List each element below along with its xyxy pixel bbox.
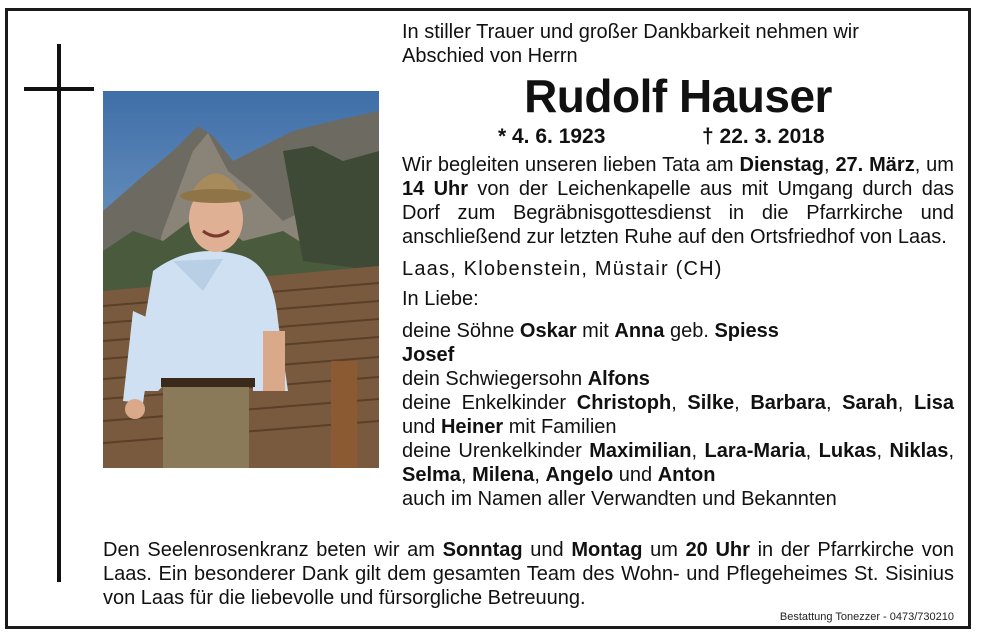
birth-date: * 4. 6. 1923 [498,125,606,148]
places-line: Laas, Klobenstein, Müstair (CH) [402,258,723,280]
closing-line: auch im Namen aller Verwandten und Bekannten [402,488,837,510]
rosary-day-1: Sonntag [442,539,523,561]
funeral-time: 14 Uhr [402,178,469,200]
grandchildren-line: deine Enkelkinder Christoph, Silke, Barbara, Sarah, Lisa und Heiner mit Familien [402,392,954,438]
intro-text [402,20,954,68]
cross-icon-bar [24,87,94,91]
sons-line: deine Söhne Oskar mit Anna geb. Spiess [402,320,779,342]
notice-body [402,153,954,511]
deceased-name: Rudolf Hauser [524,70,832,122]
cross-icon [57,44,61,582]
in-liebe-label: In Liebe: [402,288,479,310]
son-line: Josef [402,344,455,366]
undertaker-credit: Bestattung Tonezzer - 0473/730210 [779,611,954,623]
funeral-day: Dienstag [739,154,824,176]
rosary-day-2: Montag [571,539,643,561]
great-grandchildren-line: deine Urenkelkinder Maximilian, Lara-Maria, Lukas, Niklas, Selma, Milena, Angelo und Anton [402,440,954,486]
rosary-time: 20 Uhr [685,539,750,561]
death-date: † 22. 3. 2018 [702,125,825,148]
intro-line: Abschied von Herrn [402,45,578,67]
rosary-paragraph: Den Seelenrosenkranz beten wir am Sonntag und Montag um 20 Uhr in der Pfarrkirche von Laas. Ein besonderer Dank gilt dem gesamten Team des Wohn- und Pflegeheimes St. Sisinius von Laas für die liebevolle und fürsorgliche Betreuung. [103,539,955,609]
intro-line: In stiller Trauer und großer Dankbarkeit nehmen wir [402,21,859,43]
son-in-law-line: dein Schwiegersohn Alfons [402,368,650,390]
funeral-date: 27. März [835,154,915,176]
portrait-photo [103,91,379,468]
funeral-paragraph: Wir begleiten unseren lieben Tata am Dienstag, 27. März, um 14 Uhr von der Leichenkapelle aus mit Umgang durch das Dorf zum Begräbnisgottesdienst in die Pfarrkirche und anschließend zur letzten Ruhe auf den Ortsfriedhof von Laas. [402,154,954,248]
